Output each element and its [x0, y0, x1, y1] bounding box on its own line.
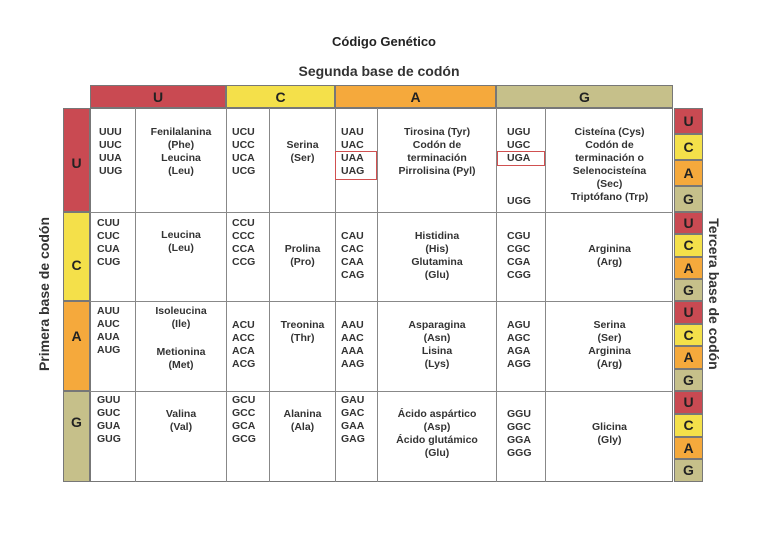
aa-name: Histidina — [414, 230, 460, 242]
codon: GCU — [232, 394, 256, 406]
divider — [226, 108, 227, 482]
third-base-c: C — [674, 134, 703, 160]
codon: CGG — [507, 269, 531, 281]
column-header-a: A — [335, 85, 496, 108]
aa-name: Codón de — [412, 139, 462, 151]
aa-abbr: (Glu) — [424, 269, 450, 281]
third-base-u: U — [674, 301, 703, 324]
codon: UAU — [341, 126, 364, 138]
divider — [90, 212, 673, 213]
codon: CGU — [507, 230, 531, 242]
codon: GAC — [341, 407, 365, 419]
codon: GCA — [232, 420, 256, 432]
amino-acid-cc — [270, 243, 335, 269]
codon-list-ga — [341, 394, 365, 446]
codon-list-gc — [232, 394, 256, 446]
codon: AUC — [97, 318, 120, 330]
codon-list-ag — [507, 319, 531, 371]
codon: CUG — [97, 256, 121, 268]
aa-name: Prolina — [284, 243, 321, 255]
aa-name: Leucina — [161, 152, 201, 164]
aa-abbr: (Leu) — [168, 242, 194, 254]
aa-name: Asparagina — [408, 319, 466, 331]
third-base-c: C — [674, 234, 703, 256]
codon-list-cg — [507, 230, 531, 282]
codon: GUU — [97, 394, 121, 406]
codon: CCA — [232, 243, 255, 255]
row-header-label: U — [71, 155, 82, 171]
third-base-a: A — [674, 160, 703, 186]
aa-abbr: (Ser) — [597, 332, 622, 344]
aa-name: Fenilalanina — [150, 126, 212, 138]
aa-name: Leucina — [161, 229, 201, 241]
codon: AGA — [507, 345, 531, 357]
codon: CAU — [341, 230, 364, 242]
aa-name: Lisina — [421, 345, 453, 357]
aa-name: terminación — [407, 152, 467, 164]
aa-abbr: (Arg) — [596, 256, 623, 268]
amino-acid-ac — [270, 319, 335, 345]
column-header-c: C — [226, 85, 335, 108]
codon-list-ug-last — [507, 195, 531, 208]
amino-acid-au — [136, 305, 226, 372]
amino-acid-ug — [546, 126, 673, 204]
aa-name: Alanina — [283, 408, 322, 420]
aa-abbr: (Asn) — [423, 332, 451, 344]
aa-abbr: (Ala) — [290, 421, 315, 433]
row-header-label: C — [71, 257, 82, 273]
aa-name: Ácido aspártico — [397, 408, 477, 420]
third-base-c: C — [674, 414, 703, 437]
amino-acid-ua — [378, 126, 496, 178]
third-base-label: Tercera base de codón — [706, 218, 722, 370]
codon: CAA — [341, 256, 364, 268]
amino-acid-cu — [136, 229, 226, 255]
aa-abbr: (Ile) — [171, 318, 191, 330]
codon: UCA — [232, 152, 255, 164]
codon: CCU — [232, 217, 255, 229]
codon: GAA — [341, 420, 365, 432]
codon: AAA — [341, 345, 364, 357]
amino-acid-ga — [378, 408, 496, 460]
third-base-u: U — [674, 212, 703, 234]
amino-acid-uc — [270, 139, 335, 165]
row-header-u — [63, 108, 90, 212]
codon: UAC — [341, 139, 364, 151]
codon: GUG — [97, 433, 121, 445]
row-header-g — [63, 391, 90, 482]
codon-list-gu — [97, 394, 121, 446]
codon: GAG — [341, 433, 365, 445]
codon: CGC — [507, 243, 531, 255]
codon: AUA — [97, 331, 120, 343]
codon-list-gg — [507, 408, 532, 460]
codon: AUG — [97, 344, 121, 356]
divider — [90, 301, 673, 302]
page-title: Código Genético — [332, 34, 436, 49]
codon: CCG — [232, 256, 256, 268]
codon: ACG — [232, 358, 256, 370]
aa-abbr: (Pro) — [290, 256, 315, 268]
aa-abbr: (Phe) — [167, 139, 195, 151]
column-header-u: U — [90, 85, 226, 108]
third-base-u: U — [674, 108, 703, 134]
codon: GUC — [97, 407, 121, 419]
aa-name: Triptófano (Trp) — [570, 191, 649, 203]
row-header-a — [63, 301, 90, 391]
codon: UUC — [99, 139, 122, 151]
aa-name: Selenocisteína — [572, 165, 647, 177]
codon: GGU — [507, 408, 531, 420]
codon: UGU — [507, 126, 531, 138]
second-base-label: Segunda base de codón — [298, 63, 460, 79]
amino-acid-gc — [270, 408, 335, 434]
codon-list-aa — [341, 319, 364, 371]
aa-abbr: (Arg) — [596, 358, 623, 370]
spacer — [136, 331, 226, 346]
codon: GCC — [232, 407, 256, 419]
codon: CUA — [97, 243, 120, 255]
codon: UGG — [507, 195, 531, 207]
aa-abbr: (Leu) — [168, 165, 194, 177]
third-base-g: G — [674, 369, 703, 392]
codon: ACA — [232, 345, 255, 357]
codon: UAA — [341, 152, 364, 164]
third-base-u: U — [674, 391, 703, 414]
codon: GUA — [97, 420, 121, 432]
aa-name: Tirosina (Tyr) — [403, 126, 471, 138]
codon: UAG — [341, 165, 365, 177]
amino-acid-uu — [136, 126, 226, 178]
codon: AUU — [97, 305, 120, 317]
codon: UUG — [99, 165, 123, 177]
codon: UGC — [507, 139, 531, 151]
row-header-c — [63, 212, 90, 301]
aa-abbr: (Sec) — [596, 178, 623, 190]
third-base-g: G — [674, 279, 703, 301]
row-header-label: A — [71, 328, 82, 344]
aa-abbr: (Asp) — [423, 421, 451, 433]
codon: CGA — [507, 256, 531, 268]
aa-name: Glicina — [591, 421, 627, 433]
codon: AAG — [341, 358, 365, 370]
row-header-label: G — [71, 414, 82, 430]
aa-name: Cisteína (Cys) — [574, 126, 645, 138]
aa-name: Serina — [593, 319, 626, 331]
codon: CCC — [232, 230, 255, 242]
column-header-g: G — [496, 85, 673, 108]
aa-abbr: (Ser) — [290, 152, 315, 164]
codon-list-ca — [341, 230, 364, 282]
codon: UGA — [507, 152, 531, 164]
third-base-g: G — [674, 186, 703, 212]
codon-list-au — [97, 305, 120, 357]
first-base-label: Primera base de codón — [36, 216, 52, 372]
codon: AGU — [507, 319, 531, 331]
amino-acid-gg — [546, 421, 673, 447]
amino-acid-cg — [546, 243, 673, 269]
aa-name: Ácido glutámico — [396, 434, 478, 446]
codon: ACC — [232, 332, 255, 344]
stop-codon-box — [497, 151, 545, 166]
codon: CAC — [341, 243, 364, 255]
aa-abbr: (His) — [425, 243, 449, 255]
aa-name: Pirrolisina (Pyl) — [398, 165, 476, 177]
aa-name: Codón de — [585, 139, 634, 151]
aa-name: Glutamina — [411, 256, 463, 268]
aa-name: Valina — [165, 408, 197, 420]
codon: UCC — [232, 139, 255, 151]
codon-list-cc — [232, 217, 255, 269]
aa-abbr: (Met) — [168, 359, 194, 371]
codon: AGC — [507, 332, 531, 344]
codon: CUC — [97, 230, 120, 242]
amino-acid-aa — [378, 319, 496, 371]
third-base-a: A — [674, 257, 703, 279]
codon-list-uu — [99, 126, 122, 178]
codon: GGA — [507, 434, 531, 446]
aa-abbr: (Gly) — [597, 434, 622, 446]
amino-acid-ag — [546, 319, 673, 371]
third-base-c: C — [674, 324, 703, 347]
codon: CAG — [341, 269, 365, 281]
third-base-a: A — [674, 346, 703, 369]
aa-abbr: (Thr) — [290, 332, 315, 344]
aa-name: Treonina — [280, 319, 325, 331]
aa-abbr: (Lys) — [424, 358, 450, 370]
amino-acid-ca — [378, 230, 496, 282]
codon: AAU — [341, 319, 364, 331]
codon: ACU — [232, 319, 255, 331]
aa-name: Metionina — [156, 346, 206, 358]
codon-list-ac — [232, 319, 255, 371]
codon-list-cu — [97, 217, 120, 269]
codon-list-uc — [232, 126, 255, 178]
codon: GCG — [232, 433, 256, 445]
codon: UUA — [99, 152, 122, 164]
aa-name: Arginina — [588, 243, 631, 255]
codon: CUU — [97, 217, 120, 229]
codon: GAU — [341, 394, 365, 406]
codon: UUU — [99, 126, 122, 138]
aa-name: Arginina — [588, 345, 631, 357]
codon: GGG — [507, 447, 532, 459]
codon: AAC — [341, 332, 364, 344]
aa-name: Isoleucina — [155, 305, 207, 317]
codon: AGG — [507, 358, 531, 370]
aa-abbr: (Glu) — [424, 447, 450, 459]
third-base-g: G — [674, 459, 703, 482]
third-base-a: A — [674, 437, 703, 460]
codon: GGC — [507, 421, 531, 433]
divider — [90, 391, 673, 392]
aa-name: Serina — [286, 139, 319, 151]
codon: UCU — [232, 126, 255, 138]
aa-abbr: (Val) — [169, 421, 193, 433]
amino-acid-gu — [136, 408, 226, 434]
stop-codon-box — [335, 151, 377, 180]
codon: UCG — [232, 165, 256, 177]
aa-name: terminación o — [575, 152, 644, 164]
